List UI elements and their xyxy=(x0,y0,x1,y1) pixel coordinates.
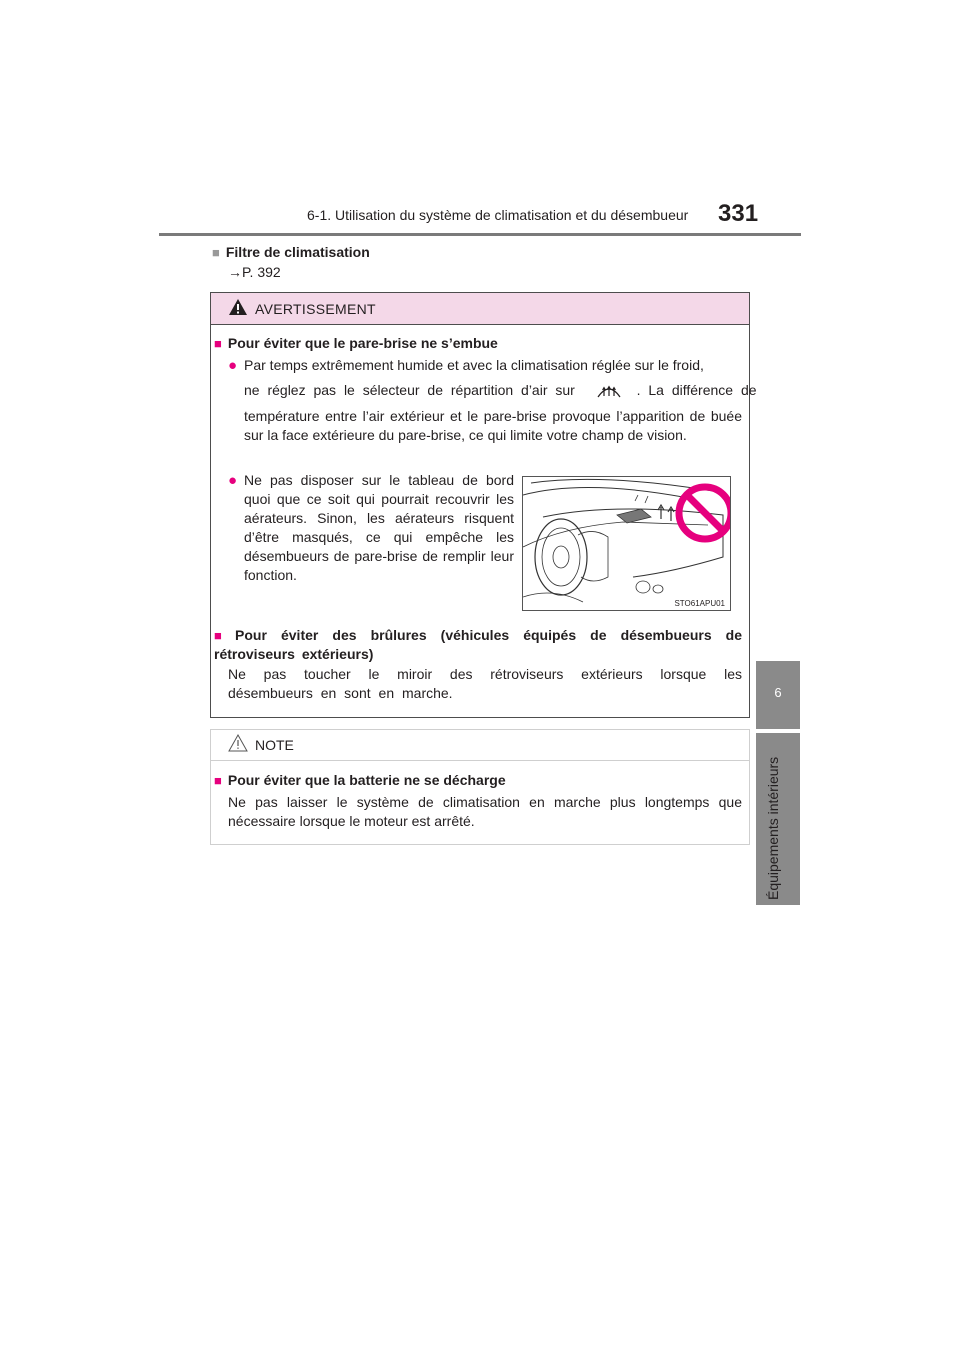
square-bullet-icon: ■ xyxy=(212,245,220,260)
round-bullet-icon: ● xyxy=(228,472,238,489)
square-bullet-icon: ■ xyxy=(214,773,222,788)
warning-title: AVERTISSEMENT xyxy=(255,301,376,317)
windshield-defrost-icon xyxy=(595,382,623,400)
section-title: 6-1. Utilisation du système de climatisation et du désembueur xyxy=(307,207,689,223)
illustration-code: STO61APU01 xyxy=(674,599,725,608)
caution-triangle-icon xyxy=(228,734,248,752)
round-bullet-icon: ● xyxy=(228,357,238,374)
warning-bullet-1-line2: ne réglez pas le sélecteur de répartition d’air sur . La différence de xyxy=(244,381,742,400)
square-bullet-icon: ■ xyxy=(214,628,230,643)
note-battery-text: Ne pas laisser le système de climatisation en marche plus longtemps que nécessaire lorsque le moteur est arrêté. xyxy=(228,794,742,829)
page-number: 331 xyxy=(718,200,759,227)
note-heading-battery: ■ Pour éviter que la batterie ne se décharge xyxy=(214,772,506,788)
dashboard-drawing xyxy=(523,477,730,610)
note-title: NOTE xyxy=(255,737,294,753)
warning-heading-fog: ■ Pour éviter que le pare-brise ne s’embue xyxy=(214,335,498,351)
warning-burns-text: Ne pas toucher le miroir des rétroviseurs extérieurs lorsque les désembueurs en sont en marche. xyxy=(228,666,742,701)
warning-heading-burns: ■ Pour éviter des brûlures (véhicules équipés de désembueurs de rétroviseurs extérieurs) xyxy=(214,627,742,662)
dashboard-illustration xyxy=(522,476,731,611)
warning-bullet-1-line1: ● Par temps extrêmement humide et avec la climatisation réglée sur le froid, xyxy=(228,357,704,374)
chapter-label: Équipements intérieurs xyxy=(765,756,781,900)
warning-bullet-1-rest: température entre l’air extérieur et le pare-brise provoque l’apparition de buée sur la face extérieure du pare-brise, ce qui limite votre champ de vision. xyxy=(244,408,742,443)
page-reference: →P. 392 xyxy=(228,264,281,280)
note-header xyxy=(211,730,749,761)
warning-bullet-2: ● Ne pas disposer sur le tableau de bord quoi que ce soit qui pourrait recouvrir les aérateurs. Sinon, les aérateurs risquent d’être masqués, ce qui empêche les désembueurs de pare-brise de remplir leur fonction. xyxy=(228,472,514,583)
warning-triangle-icon xyxy=(228,298,248,316)
chapter-number-tab: 6 xyxy=(756,661,800,729)
warning-header xyxy=(211,293,749,325)
header-rule xyxy=(159,233,801,236)
filter-heading: ■ Filtre de climatisation xyxy=(212,244,370,260)
square-bullet-icon: ■ xyxy=(214,336,222,351)
